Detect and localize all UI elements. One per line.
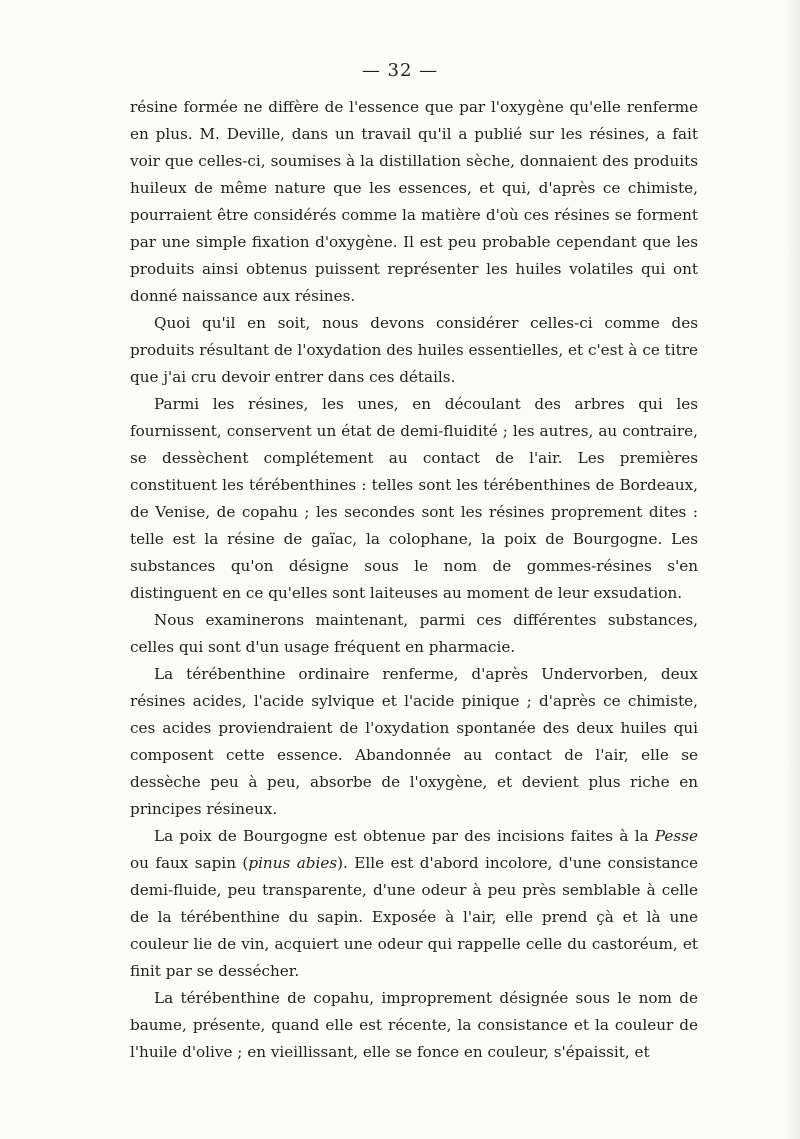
page-number: — 32 — [361,60,439,81]
paragraph-5: La térébenthine ordinaire renferme, d'après Undervorben, deux résines acides, l'acide sylvique et l'acide pinique ; d'après ce chimiste, ces acides proviendraient de l'oxydation spontanée des deux huiles qui composent cette essence. Abandonnée au contact de l'air, elle se dessèche peu à peu, absorbe de l'oxygène, et devient plus riche en principes résineux. [130,665,698,818]
paragraph-2: Quoi qu'il en soit, nous devons considérer celles-ci comme des produits résultant de l'oxydation des huiles essentielles, et c'est à ce titre que j'ai cru devoir entrer dans ces détails. [130,314,698,386]
paragraph-4: Nous examinerons maintenant, parmi ces différentes substances, celles qui sont d'un usage fréquent en pharmacie. [130,611,698,656]
paragraph-1: résine formée ne diffère de l'essence que par l'oxygène qu'elle renferme en plus. M. Deville, dans un travail qu'il a publié sur les résines, a fait voir que celles-ci, soumises à la distillation sèche, donnaient des produits huileux de même nature que les essences, et qui, d'après ce chimiste, pourraient être considérés comme la matière d'où ces résines se forment par une simple fixation d'oxygène. Il est peu probable cependant que les produits ainsi obtenus puissent représenter les huiles volatiles qui ont donné naissance aux résines. [130,98,698,305]
pesse-italic: Pesse [654,827,698,845]
page-edge-shadow [786,0,800,1139]
paragraph-6 [130,823,698,985]
paragraph-7: La térébenthine de copahu, improprement désignée sous le nom de baume, présente, quand elle est récente, la consistance et la couleur de l'huile d'olive ; en vieillissant, elle se fonce en couleur, s'épaissit, et [130,989,698,1061]
paragraph-6-before: La poix de Bourgogne est obtenue par des incisions faites à la [154,827,655,845]
pinus-abies-italic: pinus abies [248,854,338,872]
paragraph-6-middle: ou faux sapin ( [130,854,249,872]
body-text [130,94,698,1066]
paragraph-6-after: ). Elle est d'abord incolore, d'une consistance demi-fluide, peu transparente, d'une odeur à peu près semblable à celle de la térébenthine du sapin. Exposée à l'air, elle prend çà et là une couleur lie de vin, acquiert une odeur qui rappelle celle du castoréum, et finit par se dessécher. [130,854,698,980]
paragraph-3: Parmi les résines, les unes, en découlant des arbres qui les fournissent, conservent un état de demi-fluidité ; les autres, au contraire, se dessèchent complétement au contact de l'air. Les premières constituent les térébenthines : telles sont les térébenthines de Bordeaux, de Venise, de copahu ; les secondes sont les résines proprement dites : telle est la résine de gaïac, la colophane, la poix de Bourgogne. Les substances qu'on désigne sous le nom de gommes-résines s'en distinguent en ce qu'elles sont laiteuses au moment de leur exsudation. [130,395,698,602]
